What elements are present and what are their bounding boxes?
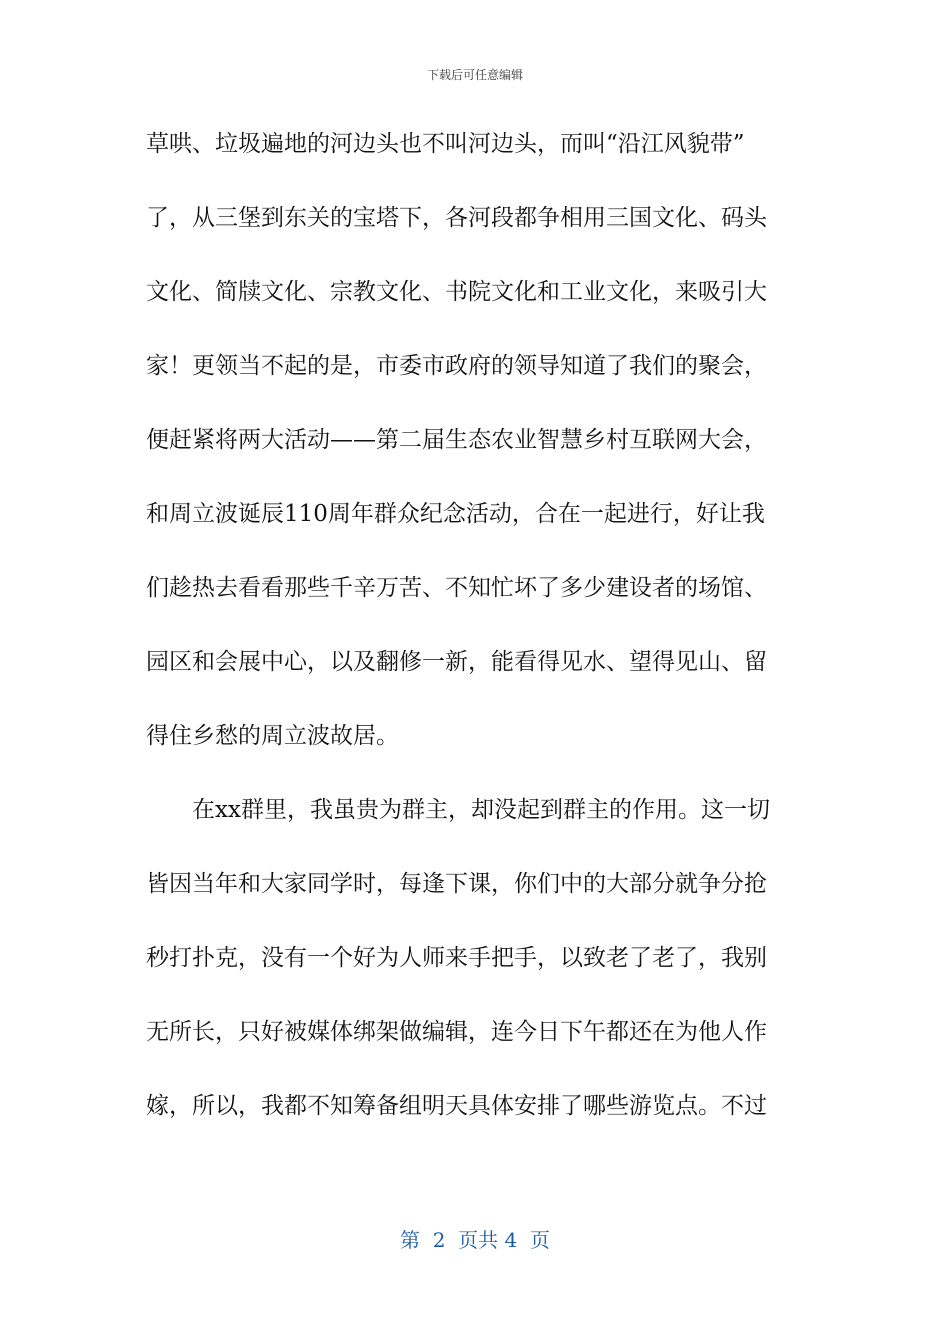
body-line: 草哄、垃圾遍地的河边头也不叫河边头，而叫“沿江风貌带” <box>146 131 745 157</box>
body-line: 家！更领当不起的是，市委市政府的领导知道了我们的聚会， <box>146 353 767 379</box>
body-line: 园区和会展中心，以及翻修一新，能看得见水、望得见山、留 <box>146 649 767 675</box>
body-line: 们趁热去看看那些千辛万苦、不知忙坏了多少建设者的场馆、 <box>146 575 767 601</box>
body-line: 了，从三堡到东关的宝塔下，各河段都争相用三国文化、码头 <box>146 205 767 231</box>
body-line: 秒打扑克，没有一个好为人师来手把手，以致老了老了，我别 <box>146 945 767 971</box>
body-line: 无所长，只好被媒体绑架做编辑，连今日下午都还在为他人作 <box>146 1019 767 1045</box>
body-line: 嫁，所以，我都不知筹备组明天具体安排了哪些游览点。不过 <box>146 1093 767 1119</box>
body-line: 文化、简牍文化、宗教文化、书院文化和工业文化，来吸引大 <box>146 279 767 305</box>
body-line: 和周立波诞辰110周年群众纪念活动，合在一起进行，好让我 <box>146 501 765 527</box>
body-line: 皆因当年和大家同学时，每逢下课，你们中的大部分就争分抢 <box>146 871 767 897</box>
page-number-footer: 第 2 页共 4 页 <box>400 1228 550 1252</box>
paragraph-start-line: 在xx群里，我虽贵为群主，却没起到群主的作用。这一切 <box>192 797 770 823</box>
body-line: 得住乡愁的周立波故居。 <box>146 723 399 749</box>
document-body <box>146 124 806 1160</box>
page-header: 下载后可任意编辑 <box>426 68 523 82</box>
body-line: 便赶紧将两大活动——第二届生态农业智慧乡村互联网大会， <box>146 427 767 453</box>
